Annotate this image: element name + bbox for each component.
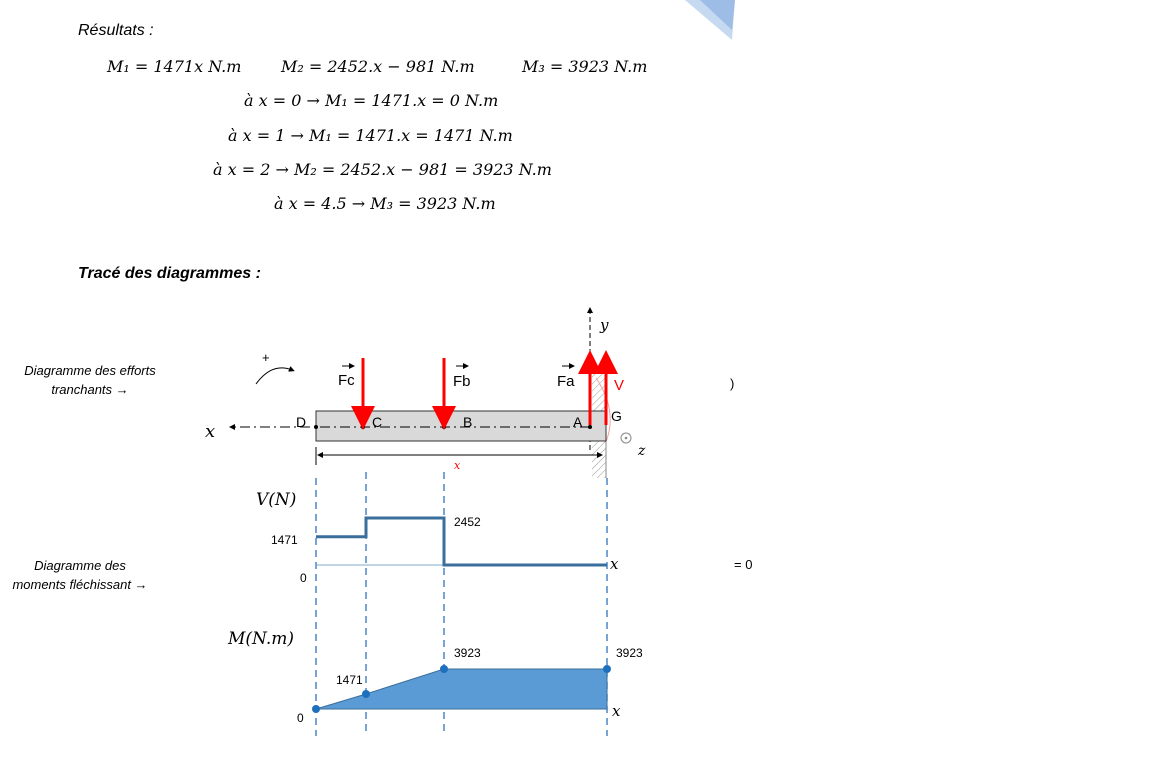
- shear-ylabel: V(N): [256, 490, 297, 510]
- force-fc-label: Fc: [338, 372, 355, 389]
- force-fb-label: Fb: [453, 373, 471, 390]
- equation-line-4: à x = 4.5 → M₃ = 3923 N.m: [274, 194, 496, 213]
- equation-line-3: à x = 2 → M₂ = 2452.x − 981 = 3923 N.m: [213, 160, 552, 179]
- reaction-v-label: V: [614, 377, 625, 394]
- moment-label-zero: 0: [297, 711, 304, 725]
- equation-m2: M₂ = 2452.x − 981 N.m: [281, 57, 475, 76]
- point-g-label: G: [611, 408, 622, 424]
- dimension-x-label: x: [454, 459, 461, 472]
- shear-caption-line-1: Diagramme des efforts: [24, 363, 156, 378]
- shear-label-zero: 0: [300, 571, 307, 585]
- equation-line-1: à x = 0 → M₁ = 1471.x = 0 N.m: [244, 91, 499, 110]
- shear-label-1471: 1471: [271, 533, 298, 547]
- z-axis-label: z: [638, 443, 646, 459]
- y-axis-label: y: [600, 316, 609, 334]
- shear-caption-line-2: tranchants →: [51, 382, 129, 397]
- point-d-label: D: [296, 414, 307, 430]
- moment-label-1471: 1471: [336, 673, 363, 687]
- moment-point-1: [362, 690, 370, 698]
- moment-point-3: [603, 665, 611, 673]
- sign-plus-label: +: [262, 350, 270, 365]
- fragment-equals-zero: = 0: [734, 557, 753, 572]
- equation-m3: M₃ = 3923 N.m: [522, 57, 648, 76]
- point-b-dot: [442, 425, 446, 429]
- moment-xlabel: x: [612, 702, 621, 720]
- moment-ylabel: M(N.m): [228, 629, 294, 649]
- moment-caption-line-2: moments fléchissant →: [12, 577, 148, 592]
- moment-label-3923-b: 3923: [454, 646, 481, 660]
- shear-xlabel: x: [610, 555, 619, 573]
- moment-caption-line-1: Diagramme des: [34, 558, 126, 573]
- x-axis-label: x: [205, 421, 216, 442]
- diagrams-heading: Tracé des diagrammes :: [78, 265, 261, 282]
- results-heading: Résultats :: [78, 22, 154, 39]
- beam-body: [316, 411, 606, 441]
- moment-label-3923-g: 3923: [616, 646, 643, 660]
- equation-line-2: à x = 1 → M₁ = 1471.x = 1471 N.m: [228, 126, 513, 145]
- point-b-label: B: [463, 414, 473, 430]
- shear-label-2452: 2452: [454, 515, 481, 529]
- moment-sign-arrow: [256, 368, 292, 384]
- moment-point-0: [312, 705, 320, 713]
- point-c-label: C: [372, 414, 383, 430]
- moment-point-2: [440, 665, 448, 673]
- equation-m1: M₁ = 1471x N.m: [107, 57, 242, 76]
- z-axis-dot: [625, 437, 628, 440]
- force-fa-label: Fa: [557, 373, 575, 390]
- point-a-label: A: [573, 414, 583, 430]
- fragment-paren: ): [730, 376, 735, 391]
- point-a-dot: [588, 425, 592, 429]
- point-d-dot: [314, 425, 318, 429]
- point-c-dot: [361, 425, 365, 429]
